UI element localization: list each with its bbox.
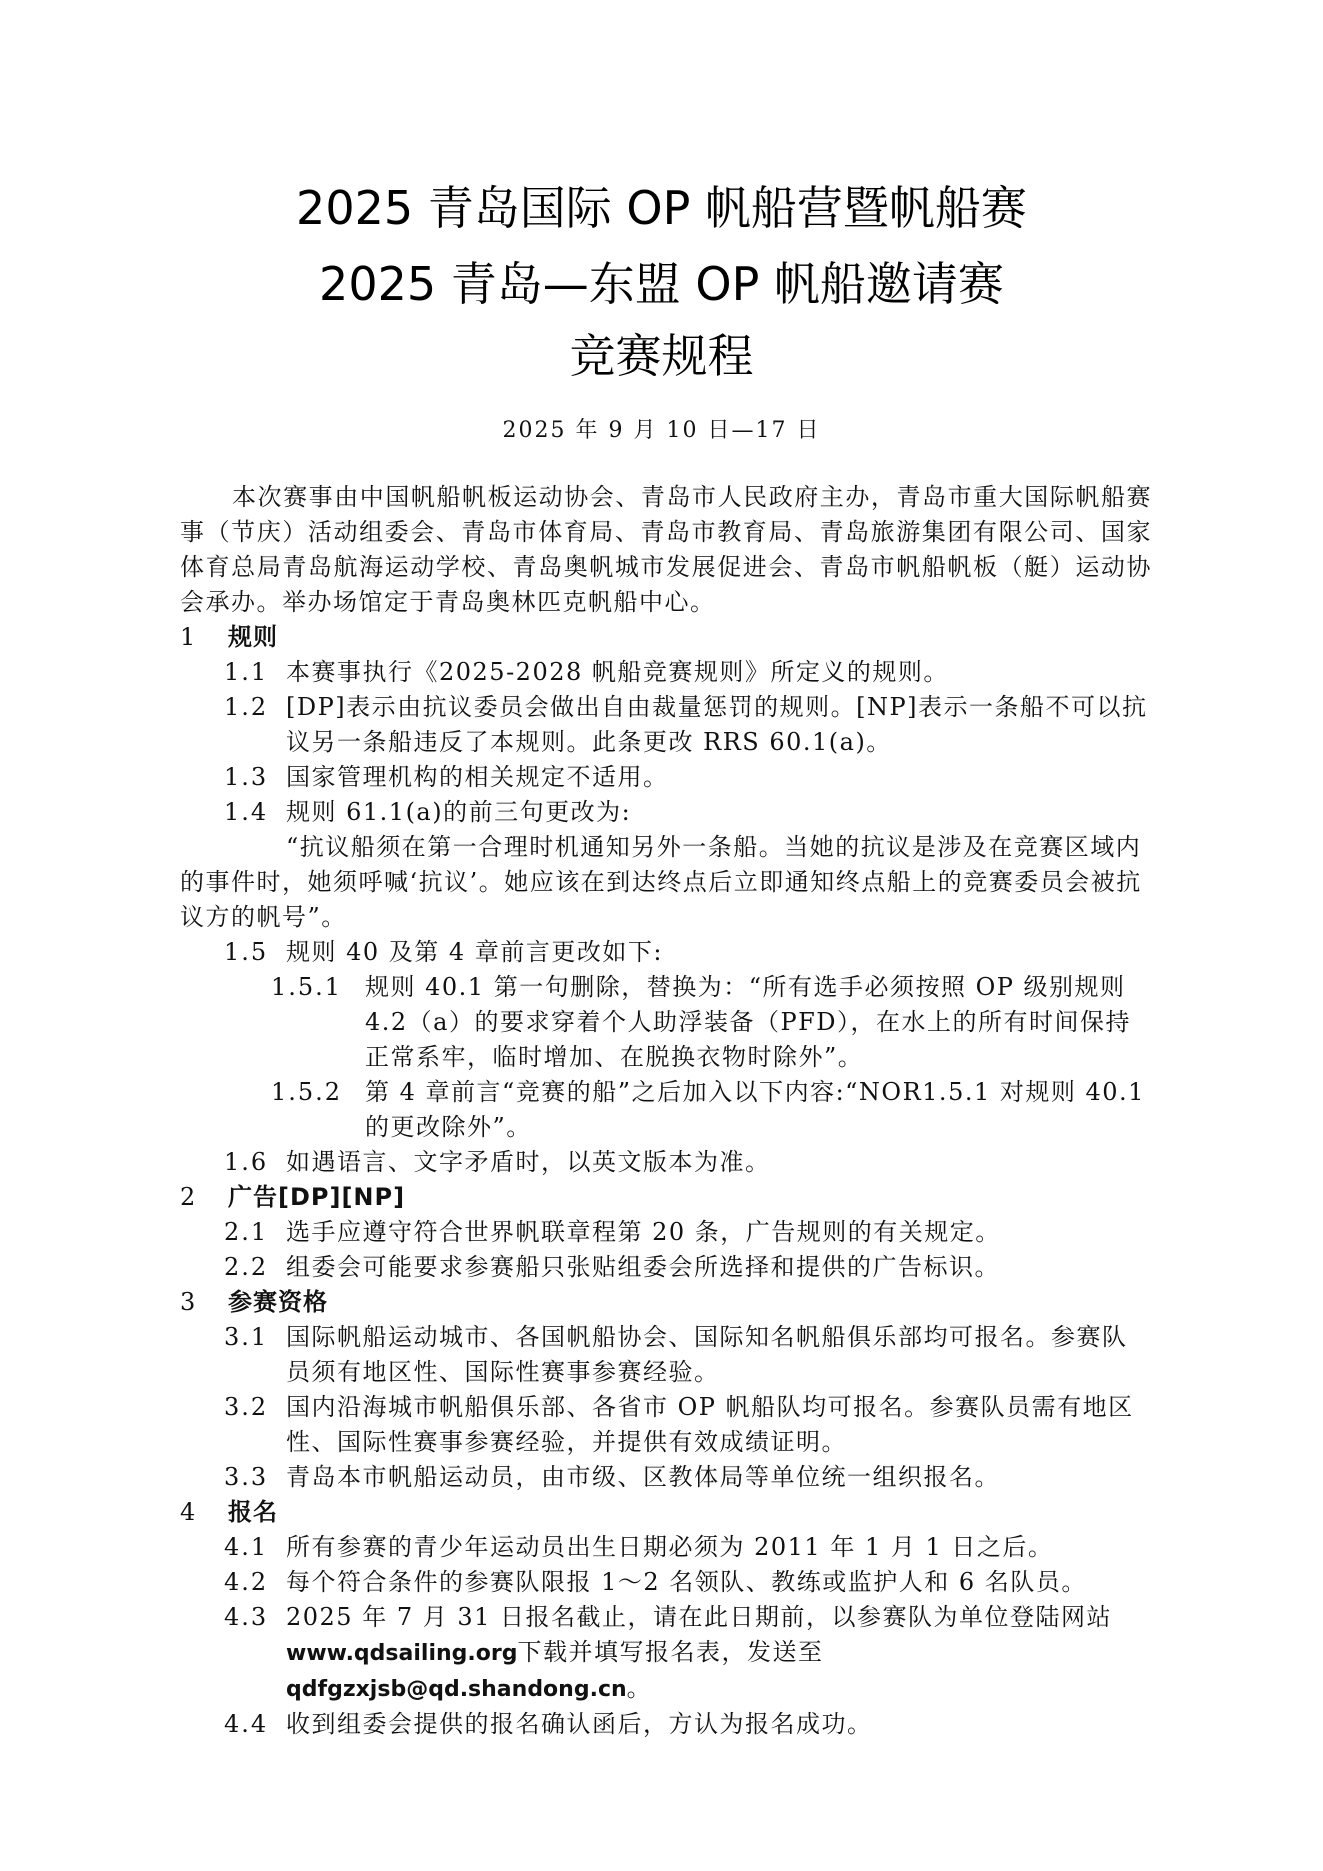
clause-text-part: 下载并填写报名表，发送至 bbox=[517, 1638, 824, 1666]
clause-text: 如遇语言、文字矛盾时，以英文版本为准。 bbox=[286, 1148, 771, 1176]
section-number: 4 bbox=[180, 1498, 197, 1526]
clause bbox=[180, 655, 1152, 690]
clause bbox=[180, 1145, 1152, 1180]
clause-number: 2.1 bbox=[224, 1218, 269, 1246]
clause-text: 收到组委会提供的报名确认函后，方认为报名成功。 bbox=[286, 1710, 873, 1738]
clause-number: 4.4 bbox=[224, 1710, 269, 1738]
title-line-1: 2025 青岛国际 OP 帆船营暨帆船赛 bbox=[296, 181, 1027, 235]
event-date: 2025 年 9 月 10 日—17 日 bbox=[502, 418, 821, 443]
subclause-text: 规则 40.1 第一句删除，替换为：“所有选手必须按照 OP 级别规则 4.2（a）的要求穿着个人助浮装备（PFD），在水上的所有时间保持正常系牢，临时增加、在脱换衣物时除外”。 bbox=[365, 973, 1132, 1071]
clause-text-part: 。 bbox=[626, 1674, 653, 1702]
clause-number: 1.1 bbox=[224, 658, 269, 686]
clause-number: 4.1 bbox=[224, 1533, 269, 1561]
title-line-3: 竞赛规程 bbox=[569, 329, 754, 383]
clause-number: 3.1 bbox=[224, 1323, 269, 1351]
clause-number: 4.3 bbox=[224, 1603, 269, 1631]
clause bbox=[180, 760, 1152, 795]
intro-paragraph: 本次赛事由中国帆船帆板运动协会、青岛市人民政府主办，青岛市重大国际帆船赛事（节庆）活动组委会、青岛市体育局、青岛市教育局、青岛旅游集团有限公司、国家体育总局青岛航海运动学校、青岛奥帆城市发展促进会、青岛市帆船帆板（艇）运动协会承办。举办场馆定于青岛奥林匹克帆船中心。 bbox=[180, 483, 1152, 616]
clause-number: 1.6 bbox=[224, 1148, 269, 1176]
clause-text: 规则 61.1(a)的前三句更改为: bbox=[286, 798, 632, 826]
clause-number: 3.2 bbox=[224, 1393, 269, 1421]
subclause-number: 1.5.1 bbox=[271, 973, 343, 1001]
clause bbox=[180, 690, 1152, 760]
clause-number: 1.2 bbox=[224, 693, 269, 721]
subclause-number: 1.5.2 bbox=[271, 1078, 343, 1106]
clause-text: 每个符合条件的参赛队限报 1～2 名领队、教练或监护人和 6 名队员。 bbox=[286, 1568, 1087, 1596]
subclause bbox=[180, 1075, 1152, 1145]
clause bbox=[180, 1530, 1152, 1565]
section-title: 报名 bbox=[228, 1498, 278, 1526]
clause bbox=[180, 1250, 1152, 1285]
clause-number: 3.3 bbox=[224, 1463, 269, 1491]
clause-number: 4.2 bbox=[224, 1568, 269, 1596]
clause-text: 国内沿海城市帆船俱乐部、各省市 OP 帆船队均可报名。参赛队员需有地区性、国际性赛事参赛经验，并提供有效成绩证明。 bbox=[286, 1393, 1134, 1456]
document-body bbox=[180, 480, 1152, 1742]
clause bbox=[180, 1215, 1152, 1250]
clause-number: 2.2 bbox=[224, 1253, 269, 1281]
section-title: 规则 bbox=[228, 623, 278, 651]
clause-text: 青岛本市帆船运动员，由市级、区教体局等单位统一组织报名。 bbox=[286, 1463, 1000, 1491]
section-title: 参赛资格 bbox=[228, 1288, 328, 1316]
clause-text: 国家管理机构的相关规定不适用。 bbox=[286, 763, 669, 791]
email-link[interactable]: qdfgzxjsb@qd.shandong.cn bbox=[286, 1677, 627, 1702]
clause bbox=[180, 1600, 1152, 1707]
subclause bbox=[180, 970, 1152, 1075]
section-number: 3 bbox=[180, 1288, 197, 1316]
clause bbox=[180, 1320, 1152, 1390]
title-line-2: 2025 青岛—东盟 OP 帆船邀请赛 bbox=[319, 257, 1004, 311]
clause bbox=[180, 1565, 1152, 1600]
section-heading bbox=[180, 1285, 1152, 1320]
clause-text-part: 2025 年 7 月 31 日报名截止，请在此日期前，以参赛队为单位登陆网站 bbox=[286, 1603, 1113, 1631]
clause-number: 1.3 bbox=[224, 763, 269, 791]
clause-text: 国际帆船运动城市、各国帆船协会、国际知名帆船俱乐部均可报名。参赛队员须有地区性、国际性赛事参赛经验。 bbox=[286, 1323, 1128, 1386]
clause bbox=[180, 1707, 1152, 1742]
section-heading bbox=[180, 1495, 1152, 1530]
clause-number: 1.4 bbox=[224, 798, 269, 826]
clause-text: 规则 40 及第 4 章前言更改如下: bbox=[286, 938, 663, 966]
clause bbox=[180, 795, 1152, 830]
section-heading bbox=[180, 620, 1152, 655]
clause bbox=[180, 935, 1152, 970]
subclause-text: 第 4 章前言“竞赛的船”之后加入以下内容:“NOR1.5.1 对规则 40.1 的更改除外”。 bbox=[365, 1078, 1145, 1141]
section-number: 2 bbox=[180, 1183, 197, 1211]
clause-text bbox=[286, 1600, 1152, 1707]
clause-text: 组委会可能要求参赛船只张贴组委会所选择和提供的广告标识。 bbox=[286, 1253, 1000, 1281]
clause-text: 所有参赛的青少年运动员出生日期必须为 2011 年 1 月 1 日之后。 bbox=[286, 1533, 1054, 1561]
clause-text: [DP]表示由抗议委员会做出自由裁量惩罚的规则。[NP]表示一条船不可以抗议另一条船违反了本规则。此条更改 RRS 60.1(a)。 bbox=[286, 693, 1148, 756]
section-heading bbox=[180, 1180, 1152, 1215]
clause-text: 选手应遵守符合世界帆联章程第 20 条，广告规则的有关规定。 bbox=[286, 1218, 1001, 1246]
website-link[interactable]: www.qdsailing.org bbox=[286, 1641, 518, 1666]
clause-text: 本赛事执行《2025-2028 帆船竞赛规则》所定义的规则。 bbox=[286, 658, 949, 686]
clause bbox=[180, 1460, 1152, 1495]
quoted-rule-text: “抗议船须在第一合理时机通知另外一条船。当她的抗议是涉及在竞赛区域内的事件时，她须呼喊‘抗议’。她应该在到达终点后立即通知终点船上的竞赛委员会被抗议方的帆号”。 bbox=[180, 833, 1142, 931]
section-number: 1 bbox=[180, 623, 197, 651]
section-title: 广告[DP][NP] bbox=[228, 1183, 406, 1211]
clause-number: 1.5 bbox=[224, 938, 269, 966]
clause bbox=[180, 1390, 1152, 1460]
